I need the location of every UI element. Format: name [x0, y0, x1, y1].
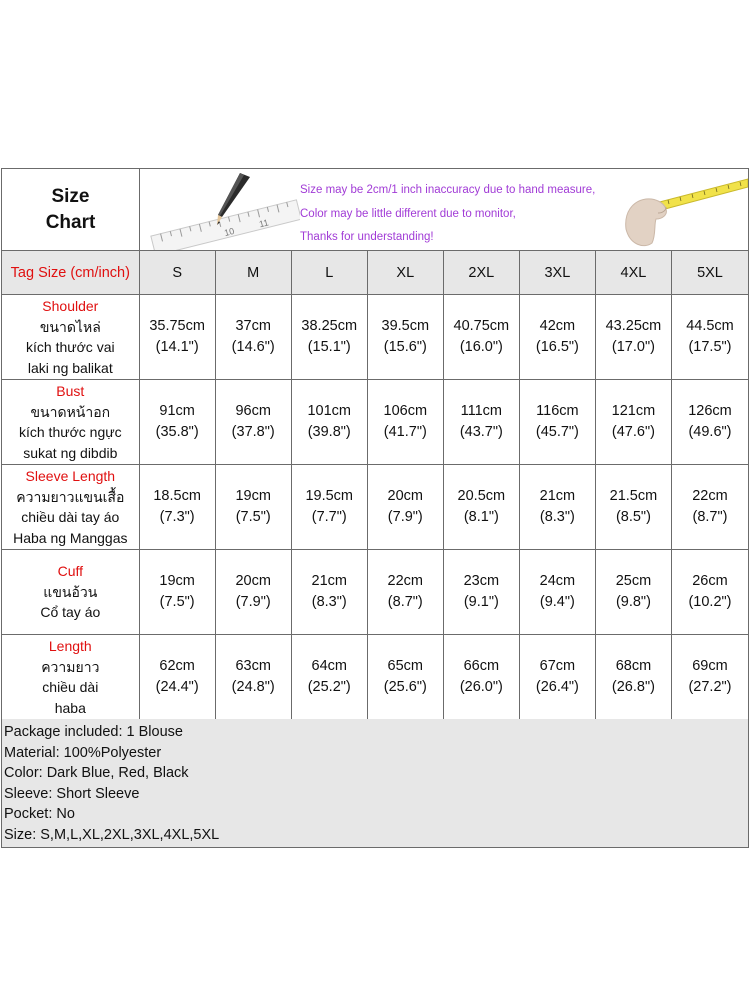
measure-cell-shoulder-2xl [444, 295, 520, 379]
note-line-1: Size may be 2cm/1 inch inaccuracy due to hand measure, [300, 184, 596, 196]
measure-row-bust [2, 380, 748, 465]
value-inch: (15.1") [307, 339, 351, 355]
measure-cell-cuff-5xl [672, 550, 748, 634]
size-chart-title [2, 169, 140, 250]
value-cm: 39.5cm [381, 318, 430, 334]
measure-cell-length-3xl [520, 635, 596, 719]
value-inch: (8.7") [387, 594, 423, 610]
value-cm: 21cm [539, 488, 576, 504]
measure-cell-shoulder-m [216, 295, 292, 379]
value-inch: (8.3") [311, 594, 347, 610]
measure-name: Bust [56, 383, 85, 399]
measure-cell-sleeve-length-s [140, 465, 216, 549]
measure-cell-bust-xl [368, 380, 444, 464]
value-cm: 111cm [460, 403, 503, 419]
value-inch: (27.2") [688, 679, 732, 695]
size-header-4xl: 4XL [596, 251, 672, 294]
measure-row-cuff [2, 550, 748, 635]
measure-translation: sukat ng dibdib [23, 444, 118, 461]
measure-cell-cuff-3xl [520, 550, 596, 634]
value-cm: 18.5cm [153, 488, 201, 504]
measure-name: Sleeve Length [25, 468, 116, 484]
measure-cell-length-5xl [672, 635, 748, 719]
measure-label-shoulder [2, 295, 140, 379]
size-header-5xl: 5XL [697, 264, 723, 281]
measure-cell-cuff-4xl [596, 550, 672, 634]
value-inch: (9.1") [463, 594, 499, 610]
value-cm: 21.5cm [609, 488, 658, 504]
info-sizes: Size: S,M,L,XL,2XL,3XL,4XL,5XL [4, 826, 220, 843]
measure-cell-sleeve-length-5xl [672, 465, 748, 549]
value-cm: 19cm [159, 573, 195, 589]
measure-cell-bust-l [292, 380, 368, 464]
value-inch: (26.0") [459, 679, 503, 695]
value-inch: (24.4") [155, 679, 199, 695]
value-inch: (7.5") [235, 509, 271, 525]
value-inch: (7.9") [235, 594, 271, 610]
value-cm: 20.5cm [457, 488, 506, 504]
ruler-pencil-illustration [140, 169, 300, 250]
measure-row-shoulder [2, 295, 748, 380]
measure-cell-sleeve-length-2xl [444, 465, 520, 549]
value-inch: (8.3") [539, 509, 575, 525]
value-cm: 35.75cm [149, 318, 205, 334]
value-inch: (45.7") [535, 424, 579, 440]
measure-translation: Cổ tay áo [40, 604, 101, 621]
value-cm: 63cm [235, 658, 271, 674]
measure-notes [300, 179, 595, 250]
value-cm: 65cm [387, 658, 424, 674]
value-cm: 68cm [615, 658, 652, 674]
value-cm: 23cm [463, 573, 500, 589]
value-inch: (37.8") [231, 424, 275, 440]
measure-translation: chiều dài tay áo [21, 509, 120, 525]
measure-cell-cuff-s [140, 550, 216, 634]
value-cm: 91cm [159, 403, 195, 419]
measure-cell-cuff-l [292, 550, 368, 634]
measure-cell-length-m [216, 635, 292, 719]
info-color: Color: Dark Blue, Red, Black [4, 765, 189, 782]
value-cm: 38.25cm [301, 318, 358, 334]
value-cm: 19cm [235, 488, 271, 504]
title-line-1: Size [51, 185, 90, 207]
value-cm: 43.25cm [605, 318, 662, 334]
value-inch: (16.0") [459, 339, 503, 355]
value-cm: 40.75cm [453, 318, 510, 334]
value-cm: 64cm [311, 658, 347, 674]
value-cm: 101cm [307, 403, 351, 419]
measure-translation: ขนาดหน้าอก [30, 403, 111, 420]
size-header-3xl: 3XL [520, 251, 596, 294]
hand-measuring-tape-illustration [618, 169, 748, 250]
value-inch: (25.2") [307, 679, 351, 695]
measure-cell-length-l [292, 635, 368, 719]
value-cm: 19.5cm [305, 488, 354, 504]
size-header-xl: XL [368, 251, 444, 294]
measure-cell-cuff-xl [368, 550, 444, 634]
value-inch: (8.5") [615, 509, 651, 525]
value-cm: 44.5cm [686, 318, 734, 334]
measure-row-sleeve-length [2, 465, 748, 550]
measure-cell-length-4xl [596, 635, 672, 719]
value-cm: 25cm [615, 573, 652, 589]
value-inch: (39.8") [307, 424, 351, 440]
measure-cell-bust-4xl [596, 380, 672, 464]
measure-translation: kích thước ngực [18, 424, 122, 440]
measure-translation: laki ng balikat [27, 359, 113, 376]
value-inch: (7.9") [387, 509, 423, 525]
measure-cell-length-s [140, 635, 216, 719]
measure-name: Shoulder [42, 298, 99, 314]
value-inch: (14.6") [231, 339, 275, 355]
measure-notice-banner [140, 169, 748, 250]
measure-translation: Haba ng Manggas [13, 529, 128, 546]
value-cm: 21cm [311, 573, 347, 589]
value-inch: (25.6") [383, 679, 427, 695]
value-inch: (7.7") [311, 509, 347, 525]
title-line-2: Chart [45, 211, 96, 233]
value-cm: 67cm [539, 658, 576, 674]
value-inch: (26.8") [611, 679, 655, 695]
value-cm: 20cm [235, 573, 271, 589]
measure-cell-bust-5xl [672, 380, 748, 464]
measure-cell-bust-3xl [520, 380, 596, 464]
measure-translation: haba [54, 699, 86, 716]
value-cm: 126cm [688, 403, 732, 419]
value-cm: 121cm [611, 403, 656, 419]
tag-size-row [2, 251, 748, 295]
measure-cell-length-xl [368, 635, 444, 719]
note-line-2: Color may be little different due to monitor, [300, 207, 516, 220]
measure-cell-bust-s [140, 380, 216, 464]
measure-cell-sleeve-length-4xl [596, 465, 672, 549]
size-header-m: M [216, 251, 292, 294]
measure-label-sleeve-length [2, 465, 140, 549]
info-material: Material: 100%Polyester [4, 744, 162, 761]
measure-translation: ความยาวแขนเสื้อ [16, 488, 125, 505]
measure-row-length [2, 635, 748, 720]
value-cm: 96cm [235, 403, 271, 419]
measure-cell-sleeve-length-xl [368, 465, 444, 549]
value-inch: (49.6") [688, 424, 732, 440]
value-cm: 42cm [539, 318, 576, 334]
measure-cell-sleeve-length-m [216, 465, 292, 549]
measure-label-cuff [2, 550, 140, 634]
size-header-s: S [140, 251, 216, 294]
value-cm: 62cm [159, 658, 195, 674]
value-inch: (41.7") [383, 424, 427, 440]
value-inch: (17.5") [688, 339, 732, 355]
measure-cell-bust-2xl [444, 380, 520, 464]
value-inch: (8.1") [463, 509, 499, 525]
measure-label-length [2, 635, 140, 719]
value-inch: (7.3") [159, 509, 195, 525]
value-inch: (17.0") [611, 339, 655, 355]
ruler-mark-11: 11 [258, 217, 270, 230]
ruler-mark-10: 10 [223, 225, 236, 239]
measure-cell-shoulder-l [292, 295, 368, 379]
measure-label-bust [2, 380, 140, 464]
value-inch: (7.5") [159, 594, 195, 610]
measure-translation: ขนาดไหล่ [39, 318, 101, 335]
note-line-3: Thanks for understanding! [300, 231, 434, 243]
hand-icon [626, 199, 667, 246]
value-inch: (14.1") [155, 339, 199, 355]
value-cm: 106cm [383, 403, 428, 419]
chart-header-row [2, 169, 748, 251]
value-cm: 66cm [463, 658, 500, 674]
measure-cell-shoulder-3xl [520, 295, 596, 379]
measure-translation: แขนอ้วน [43, 583, 98, 600]
size-chart-table [1, 168, 749, 848]
value-inch: (10.2") [688, 594, 732, 610]
value-cm: 116cm [536, 403, 579, 419]
value-inch: (47.6") [611, 424, 655, 440]
measure-name: Cuff [57, 563, 84, 580]
value-cm: 22cm [692, 488, 728, 504]
measure-cell-shoulder-xl [368, 295, 444, 379]
info-pocket: Pocket: No [4, 806, 75, 823]
product-info-panel [2, 719, 748, 847]
value-inch: (43.7") [459, 424, 503, 440]
value-inch: (24.8") [231, 679, 275, 695]
measure-translation: chiều dài [42, 679, 99, 695]
measure-cell-sleeve-length-l [292, 465, 368, 549]
measure-cell-cuff-m [216, 550, 292, 634]
info-sleeve: Sleeve: Short Sleeve [4, 785, 140, 802]
value-inch: (26.4") [535, 679, 579, 695]
value-inch: (8.7") [692, 509, 728, 525]
value-cm: 37cm [235, 318, 271, 334]
measure-name: Length [48, 638, 92, 654]
value-cm: 26cm [692, 573, 728, 589]
measure-cell-sleeve-length-3xl [520, 465, 596, 549]
measure-cell-shoulder-5xl [672, 295, 748, 379]
value-inch: (15.6") [383, 339, 427, 355]
value-inch: (35.8") [155, 424, 199, 440]
measure-cell-length-2xl [444, 635, 520, 719]
measure-cell-shoulder-4xl [596, 295, 672, 379]
measure-cell-bust-m [216, 380, 292, 464]
value-cm: 24cm [539, 573, 576, 589]
size-header-2xl: 2XL [444, 251, 520, 294]
value-cm: 22cm [387, 573, 424, 589]
size-header-l: L [292, 251, 368, 294]
value-cm: 20cm [387, 488, 424, 504]
value-cm: 69cm [692, 658, 728, 674]
info-package: Package included: 1 Blouse [4, 724, 183, 740]
measure-cell-shoulder-s [140, 295, 216, 379]
tag-size-label: Tag Size (cm/inch) [2, 251, 140, 294]
value-inch: (16.5") [535, 339, 579, 355]
value-inch: (9.4") [539, 594, 575, 610]
measure-translation: kích thước vai [26, 339, 115, 355]
measure-translation: ความยาว [41, 658, 100, 675]
measure-cell-cuff-2xl [444, 550, 520, 634]
value-inch: (9.8") [615, 594, 651, 610]
